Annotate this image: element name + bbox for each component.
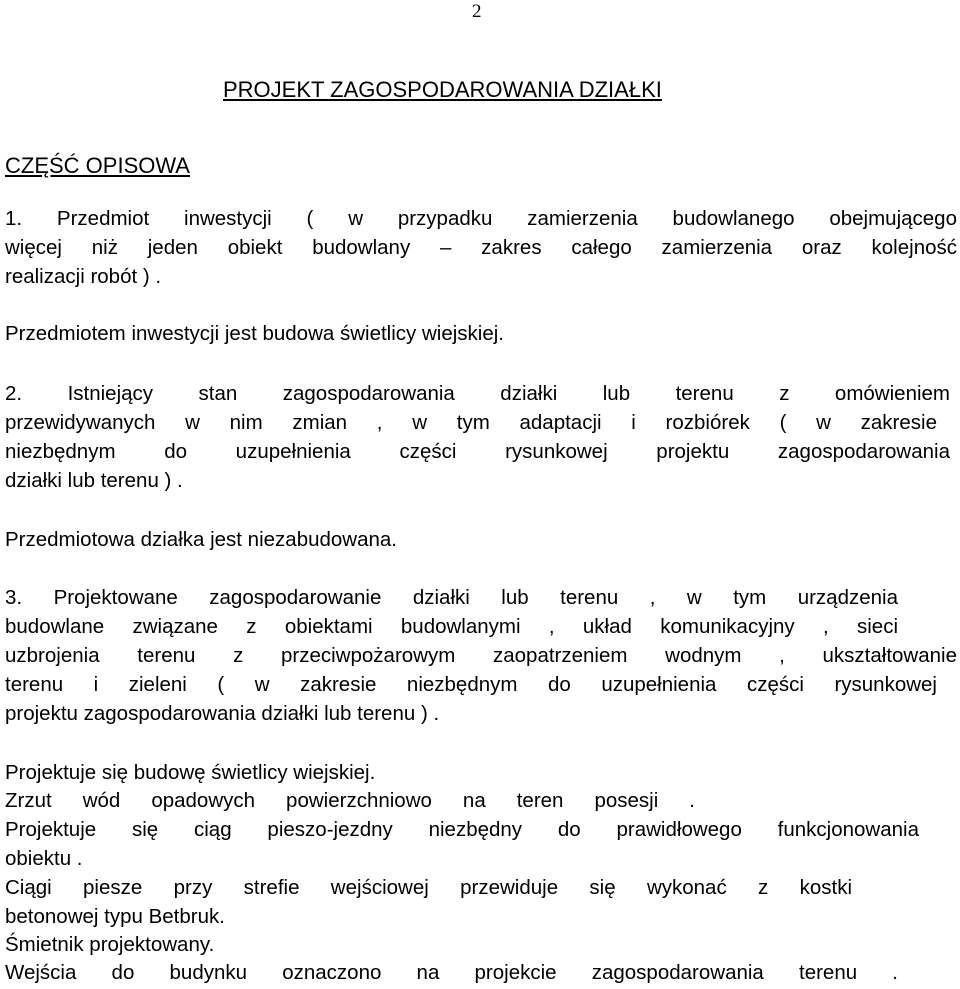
detail-bin: Śmietnik projektowany. — [5, 933, 215, 956]
document-title: PROJEKT ZAGOSPODAROWANIA DZIAŁKI — [223, 77, 662, 102]
point3-line2: budowlane związane z obiektami budowlanymi , układ komunikacyjny , sieci — [5, 615, 898, 638]
detail-path-line2: obiektu . — [5, 847, 83, 870]
detail-rainwater: Zrzut wód opadowych powierzchniowo na teren posesji . — [5, 789, 695, 812]
point2-answer: Przedmiotowa działka jest niezabudowana. — [5, 528, 398, 551]
detail-path-line1: Projektuje się ciąg pieszo-jezdny niezbędny do prawidłowego funkcjonowania — [5, 818, 919, 841]
detail-entrances: Wejścia do budynku oznaczono na projekcie zagospodarowania terenu . — [5, 961, 898, 984]
section-heading: CZĘŚĆ OPISOWA — [5, 153, 190, 178]
detail-walkways-line1: Ciągi piesze przy strefie wejściowej przewiduje się wykonać z kostki — [5, 876, 852, 899]
point1-answer: Przedmiotem inwestycji jest budowa świetlicy wiejskiej. — [5, 322, 504, 345]
detail-building: Projektuje się budowę świetlicy wiejskiej. — [5, 761, 376, 784]
point2-line4: działki lub terenu ) . — [5, 469, 183, 492]
point2-line2: przewidywanych w nim zmian , w tym adaptacji i rozbiórek ( w zakresie — [5, 411, 937, 434]
point3-line1: 3. Projektowane zagospodarowanie działki lub terenu , w tym urządzenia — [5, 586, 898, 609]
point3-line5: projektu zagospodarowania działki lub terenu ) . — [5, 702, 440, 725]
point3-line3: uzbrojenia terenu z przeciwpożarowym zaopatrzeniem wodnym , ukształtowanie — [5, 644, 957, 667]
point1-line3: realizacji robót ) . — [5, 265, 162, 288]
point1-line2: więcej niż jeden obiekt budowlany – zakres całego zamierzenia oraz kolejność — [5, 236, 957, 259]
point1-line1: 1. Przedmiot inwestycji ( w przypadku zamierzenia budowlanego obejmującego — [5, 207, 957, 230]
detail-walkways-line2: betonowej typu Betbruk. — [5, 905, 225, 928]
point2-line1: 2. Istniejący stan zagospodarowania działki lub terenu z omówieniem — [5, 382, 950, 405]
point2-line3: niezbędnym do uzupełnienia części rysunkowej projektu zagospodarowania — [5, 440, 950, 463]
point3-line4: terenu i zieleni ( w zakresie niezbędnym do uzupełnienia części rysunkowej — [5, 673, 937, 696]
page-number: 2 — [472, 1, 482, 22]
